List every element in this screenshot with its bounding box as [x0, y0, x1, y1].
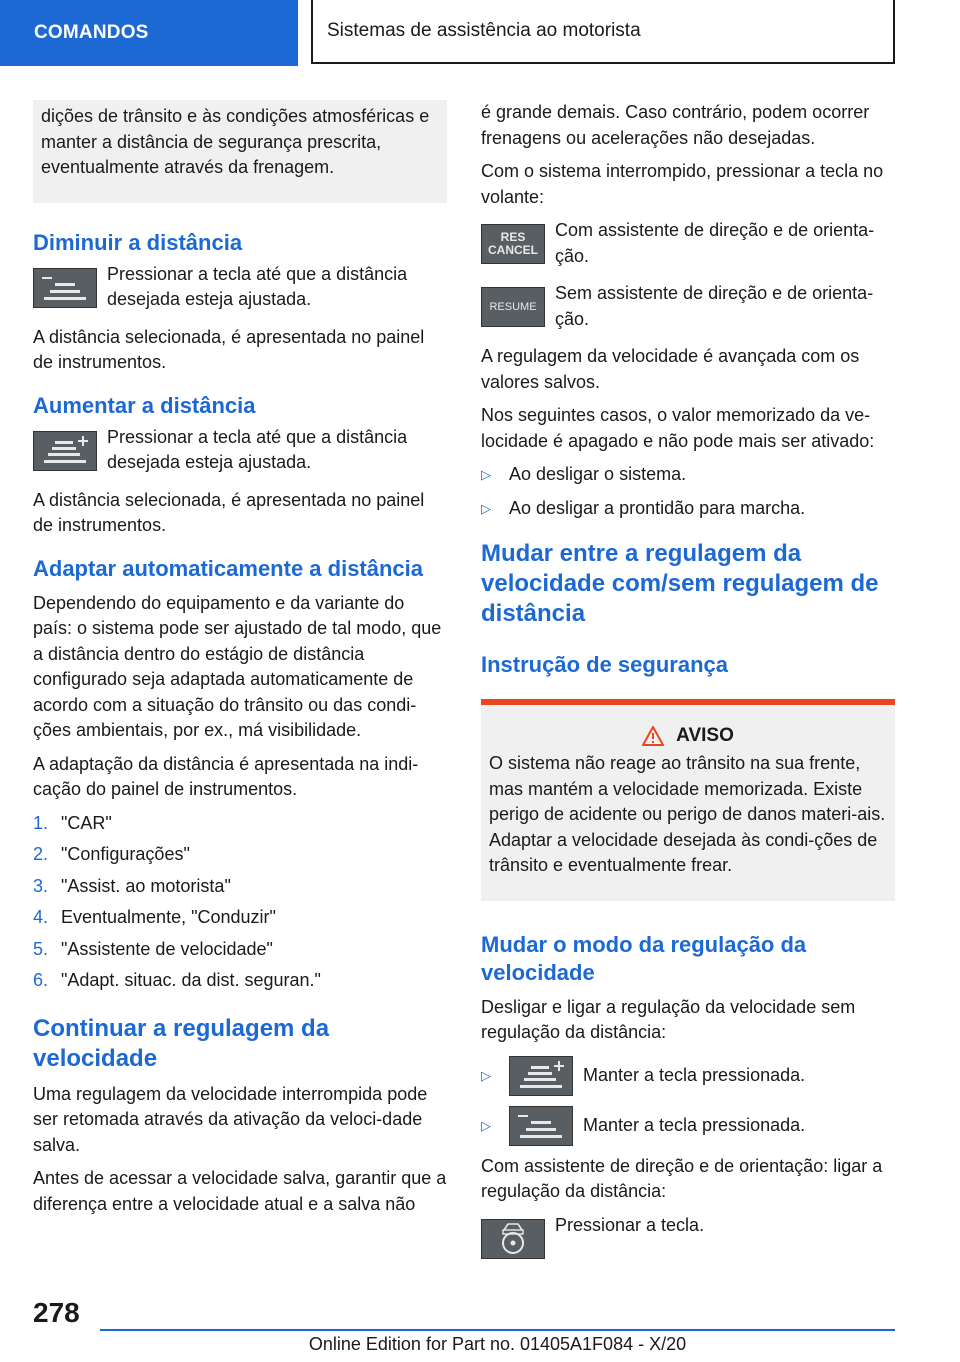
right-paragraph-2: Com o sistema interrompido, pressionar a tecla no volante:	[481, 161, 884, 207]
adapt-steps-list	[33, 811, 447, 994]
left-column	[33, 100, 447, 1225]
list-item	[33, 937, 447, 963]
list-item	[481, 1106, 895, 1146]
list-item	[33, 968, 447, 994]
increase-distance-button-icon	[509, 1056, 573, 1096]
res-label: RES	[500, 230, 526, 244]
case-text: Ao desligar a prontidão para marcha.	[509, 497, 806, 518]
step-text: "Assistente de velocidade"	[61, 938, 273, 959]
heading-safety-instruction: Instrução de segurança	[481, 652, 728, 677]
resume-label: RESUME	[489, 301, 537, 313]
decrease-distance-button-icon	[509, 1106, 573, 1146]
rescancel-text: Com assistente de direção e de orienta-ção.	[555, 220, 875, 266]
step-text: "Assist. ao motorista"	[61, 875, 231, 896]
heading-decrease-distance: Diminuir a distância	[33, 229, 243, 255]
step-number: 4.	[33, 907, 49, 927]
mode-item-text: Manter a tecla pressionada.	[583, 1064, 806, 1085]
triangle-bullet-icon: ▷	[481, 467, 491, 482]
cases-list	[481, 462, 895, 521]
chapter-header	[311, 0, 895, 64]
warning-title: AVISO	[676, 725, 734, 746]
right-paragraph-1: é grande demais. Caso contrário, podem ocorrer frenagens ou acelerações não desejadas.	[481, 102, 870, 148]
decrease-instruction: Pressionar a tecla até que a distância desejada esteja ajustada.	[107, 263, 408, 309]
page-number: 278	[33, 1297, 80, 1328]
list-item	[481, 496, 895, 522]
warning-triangle-icon	[642, 726, 664, 746]
step-text: "Adapt. situac. da dist. seguran."	[61, 970, 321, 990]
increase-note: A distância selecionada, é apresentada no painel de instrumentos.	[33, 489, 425, 535]
mode-list	[481, 1056, 895, 1146]
adapt-paragraph-1: Dependendo do equipamento e da variante do país: o sistema pode ser ajustado de tal modo, que a distância dentro do estágio de distância configurado seja adaptada automaticamente de acordo com a situação do trânsito ou das condi-ções ambientais, por ex., má visibilidade.	[33, 592, 442, 740]
section-tab	[0, 0, 298, 66]
mode-paragraph-2: Com assistente de direção e de orientação: ligar a regulação da distância:	[481, 1155, 883, 1201]
decrease-distance-button-icon	[33, 268, 97, 308]
section-label: COMANDOS	[34, 22, 149, 43]
press-key-text: Pressionar a tecla.	[555, 1214, 705, 1235]
step-number: 1.	[33, 812, 49, 833]
mode-paragraph-1: Desligar e ligar a regulação da velocidade sem regulação da distância:	[481, 996, 856, 1042]
increase-distance-row	[33, 425, 447, 476]
adapt-paragraph-2: A adaptação da distância é apresentada na indi-cação do painel de instrumentos.	[33, 753, 419, 799]
increase-instruction: Pressionar a tecla até que a distância desejada esteja ajustada.	[107, 426, 408, 472]
step-number: 5.	[33, 938, 49, 959]
resume-button-icon	[481, 287, 545, 327]
triangle-bullet-icon: ▷	[481, 500, 491, 516]
increase-distance-button-icon	[33, 431, 97, 471]
cancel-label: CANCEL	[488, 243, 538, 257]
heading-change-mode: Mudar o modo da regulação da velocidade	[481, 931, 807, 985]
continue-paragraph-1: Uma regulagem da velocidade interrompida pode ser retomada através da ativação da veloci-dade salva.	[33, 1083, 428, 1155]
decrease-note: A distância selecionada, é apresentada no painel de instrumentos.	[33, 326, 425, 372]
list-item	[481, 462, 895, 488]
list-item	[33, 811, 447, 837]
heading-switch-mode: Mudar entre a regulagem da velocidade com/sem regulagem de distância	[481, 540, 879, 627]
continued-note-box	[33, 100, 447, 203]
res-cancel-button-icon	[481, 224, 545, 264]
footer-divider	[100, 1329, 895, 1331]
case-text: Ao desligar o sistema.	[509, 464, 687, 484]
heading-continue-speed: Continuar a regulagem da velocidade	[33, 1014, 330, 1072]
rescancel-row	[481, 218, 895, 269]
mode-item-text: Manter a tecla pressionada.	[583, 1114, 806, 1135]
step-number: 6.	[33, 970, 49, 990]
triangle-bullet-icon: ▷	[481, 1117, 491, 1133]
right-paragraph-4: Nos seguintes casos, o valor memorizado da ve-locidade é apagado e não pode mais ser ativado:	[481, 405, 875, 451]
list-item	[33, 842, 447, 868]
decrease-distance-row	[33, 262, 447, 313]
continue-paragraph-2: Antes de acessar a velocidade salva, garantir que a diferença entre a velocidade atual e a salva não	[33, 1168, 447, 1214]
footer-edition: Online Edition for Part no. 01405A1F084 - X/20	[308, 1334, 687, 1354]
warning-title-row	[489, 725, 887, 747]
right-column	[481, 100, 895, 1271]
assist-button-row	[481, 1213, 895, 1259]
list-item	[33, 874, 447, 900]
list-item	[481, 1056, 895, 1096]
chapter-title: Sistemas de assistência ao motorista	[327, 20, 641, 41]
right-paragraph-3: A regulagem da velocidade é avançada com os valores salvos.	[481, 346, 860, 392]
heading-increase-distance: Aumentar a distância	[33, 392, 256, 418]
driving-assistant-button-icon	[481, 1219, 545, 1259]
warning-box	[481, 699, 895, 901]
heading-adapt-distance: Adaptar automaticamente a distância	[33, 555, 424, 581]
warning-text: O sistema não reage ao trânsito na sua frente, mas mantém a velocidade memorizada. Existe perigo de acidente ou perigo de danos materi-ais. Adaptar a velocidade desejada às condi-ções de trânsito e eventualmente frear.	[489, 753, 886, 875]
step-number: 3.	[33, 875, 49, 896]
step-text: "Configurações"	[61, 844, 190, 864]
resume-text: Sem assistente de direção e de orienta-ção.	[555, 283, 874, 329]
step-number: 2.	[33, 844, 49, 864]
list-item	[33, 905, 447, 931]
intro-text: dições de trânsito e às condições atmosféricas e manter a distância de segurança prescrita, eventualmente através da frenagem.	[41, 106, 430, 177]
step-text: Eventualmente, "Conduzir"	[61, 907, 276, 927]
resume-row	[481, 281, 895, 332]
triangle-bullet-icon: ▷	[481, 1067, 491, 1083]
step-text: "CAR"	[61, 812, 112, 833]
